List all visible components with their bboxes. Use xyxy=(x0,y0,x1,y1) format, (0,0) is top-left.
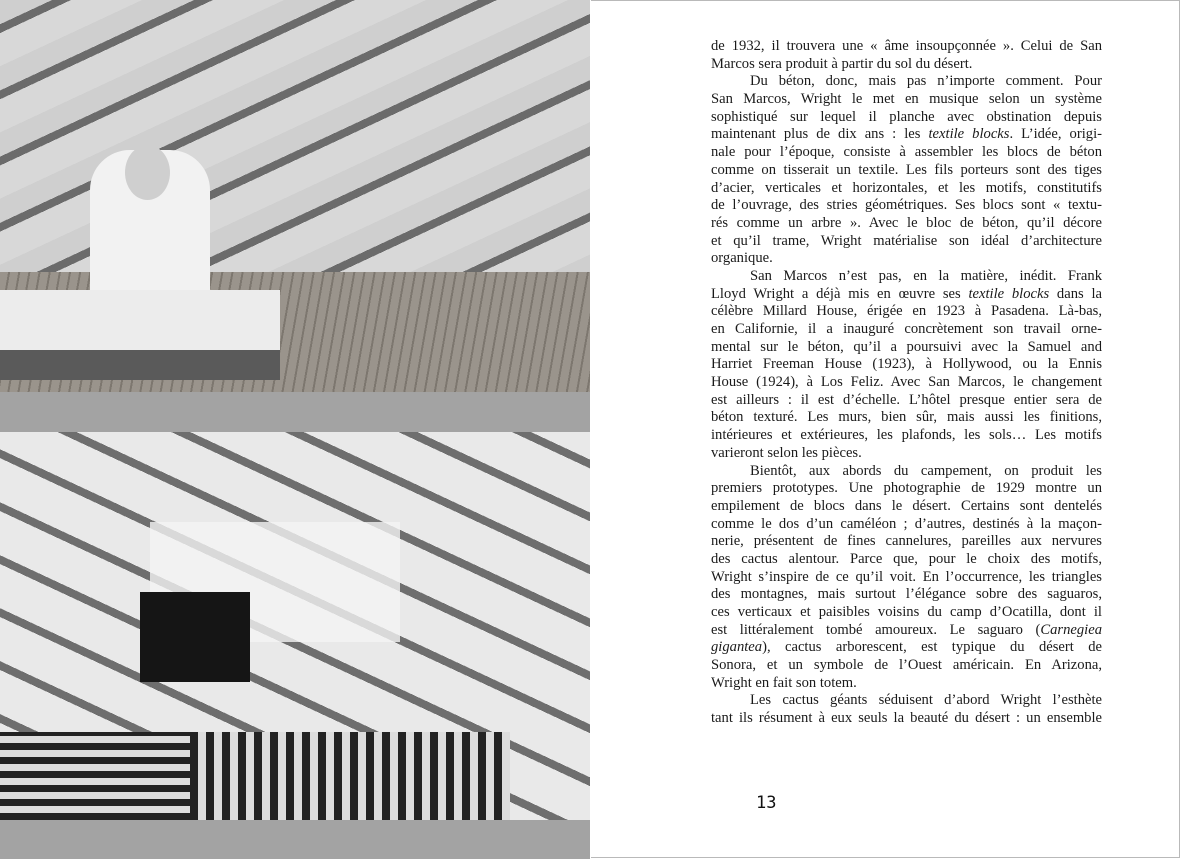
text-line: San Marcos, Wright le met en musique selon un système xyxy=(711,91,1102,108)
text-line: Les cactus géants séduisent d’abord Wright l’esthète xyxy=(750,692,1102,709)
text-line: des cactus alentour. Parce que, pour le choix des motifs, xyxy=(711,550,1102,567)
text-line: varieront selon les pièces. xyxy=(711,444,862,461)
text-line: béton texturé. Les murs, bien sûr, mais aussi les finitions, xyxy=(711,409,1102,426)
man-head xyxy=(125,145,170,200)
text-line: est ailleurs : il est d’échelle. L’hôtel presque entier sera de xyxy=(711,391,1102,408)
text-line: Wright en fait son totem. xyxy=(711,674,857,691)
text-line: Sonora, et un symbole de l’Ouest américain. En Arizona, xyxy=(711,657,1102,674)
paragraph xyxy=(711,692,1102,727)
text-line: rés comme un arbre ». Avec le bloc de béton, qu’il décore xyxy=(711,214,1102,231)
text-line: Lloyd Wright a déjà mis en œuvre ses textile blocks dans la xyxy=(711,285,1102,302)
text-line: d’acier, verticales et horizontales, et les motifs, constitutifs xyxy=(711,179,1102,196)
paragraph xyxy=(711,463,1102,693)
text-line: comme on tisserait un textile. Les fils porteurs sont des tiges xyxy=(711,161,1102,178)
text-line: mental sur le béton, qu’il a poursuivi avec la Samuel and xyxy=(711,338,1102,355)
text-line: intérieures et extérieures, les plafonds, les sols… Les motifs xyxy=(711,427,1102,444)
text-line: San Marcos n’est pas, en la matière, inédit. Frank xyxy=(750,267,1102,284)
text-line: célèbre Millard House, érigée en 1923 à Pasadena. Là-bas, xyxy=(711,303,1102,320)
paragraph xyxy=(711,268,1102,463)
text-line: empilement de blocs dans le désert. Certains sont dentelés xyxy=(711,497,1102,514)
text-line: en Californie, il a inauguré concrètement son travail orne- xyxy=(711,321,1102,337)
text-line: des montagnes, mais surtout l’élégance sobre des saguaros, xyxy=(711,586,1102,603)
patterned-rug xyxy=(190,732,510,820)
text-line: premiers prototypes. Une photographie de 1929 montre un xyxy=(711,480,1102,497)
text-line: ces verticaux et paisibles voisins du camp d’Ocatilla, dont il xyxy=(711,604,1102,620)
text-line: Bientôt, aux abords du campement, on produit les xyxy=(750,462,1102,479)
left-page xyxy=(0,0,590,859)
text-line: sophistiqué sur lequel il planche avec obstination depuis xyxy=(711,108,1102,125)
text-line: de 1932, il trouvera une « âme insoupçonnée ». Celui de San xyxy=(711,38,1102,54)
text-line: et qu’il trame, Wright matérialise son idéal d’architecture xyxy=(711,232,1102,249)
text-line: nerie, présentent de fines cannelures, pareilles aux nervures xyxy=(711,533,1102,550)
paragraph xyxy=(711,73,1102,268)
text-line: organique. xyxy=(711,250,773,267)
drafting-desk xyxy=(0,290,280,380)
text-line: Marcos sera produit à partir du sol du désert. xyxy=(711,55,973,72)
text-line: maintenant plus de dix ans : les textile blocks. L’idée, origi- xyxy=(711,126,1102,143)
text-line: comme le dos d’un caméléon ; d’autres, destinés à la maçon- xyxy=(711,515,1102,532)
music-room-photo xyxy=(0,432,590,820)
text-line: Wright s’inspire de ce qu’il voit. En l’occurrence, les triangles xyxy=(711,568,1102,585)
text-line: Du béton, donc, mais pas n’importe comment. Pour xyxy=(750,73,1102,90)
text-line: gigantea), cactus arborescent, est typique du désert de xyxy=(711,639,1102,656)
drafting-room-photo xyxy=(0,0,590,392)
text-line: de l’ouvrage, des stries géométriques. Ses blocs sont « textu- xyxy=(711,197,1102,214)
piano xyxy=(140,592,250,682)
page-number: 13 xyxy=(756,793,777,813)
text-line: Harriet Freeman House (1923), à Hollywood, ou la Ennis xyxy=(711,356,1102,373)
text-line: est littéralement tombé amoureux. Le saguaro (Carnegiea xyxy=(711,621,1102,638)
text-line: tant ils résument à eux seuls la beauté du désert : un ensemble xyxy=(711,710,1102,727)
text-line: House (1924), à Los Feliz. Avec San Marcos, le changement xyxy=(711,374,1102,391)
paragraph xyxy=(711,38,1102,73)
striped-bed xyxy=(0,732,190,820)
body-text xyxy=(711,38,1102,728)
text-line: nale pour l’époque, consiste à assembler les blocs de béton xyxy=(711,144,1102,161)
